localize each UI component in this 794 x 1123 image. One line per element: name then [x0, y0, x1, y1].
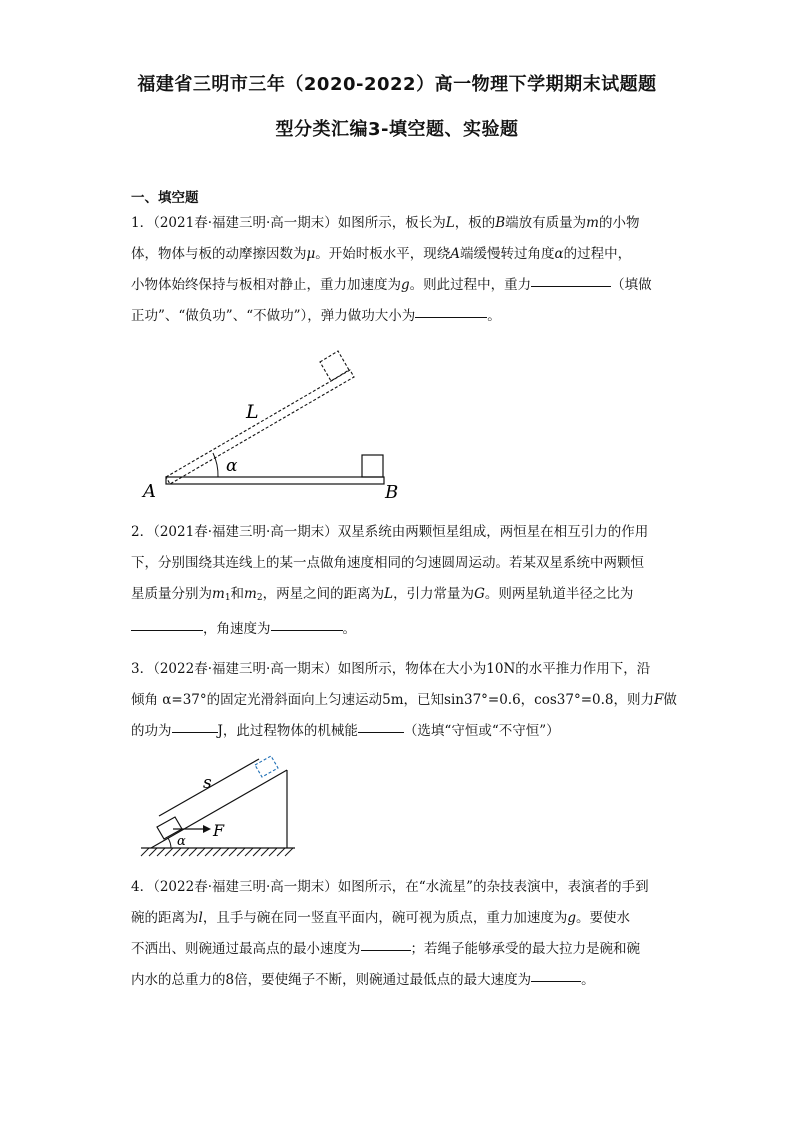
q1-var-g: g [401, 277, 410, 293]
answer-blank[interactable] [358, 731, 404, 733]
q4-var-l: l [198, 910, 203, 926]
q4-text: 内水的总重力的8倍，要使绳子不断，则碗通过最低点的最大速度为 [131, 972, 532, 988]
force-arrowhead [203, 825, 211, 833]
label-alpha: α [226, 456, 238, 476]
q1-text: 端缓慢转过角度 [460, 246, 555, 262]
q2-line1: 2．（2021春·福建三明·高一期末）双星系统由两颗恒星组成，两恒星在相互引力的作用 [131, 524, 649, 540]
label-alpha: α [177, 834, 186, 849]
q2-var-m1: m [212, 586, 225, 602]
q2-text: 。 [342, 621, 356, 637]
q2-var-G: G [474, 586, 485, 602]
label-A: A [143, 481, 156, 502]
q3-text: 的功为 [131, 723, 172, 739]
q4-text: ；若绳子能够承受的最大拉力是碗和碗 [410, 941, 640, 957]
label-L: L [246, 401, 259, 423]
q1-text: ，板的 [454, 215, 496, 231]
label-s: s [203, 773, 212, 793]
q3-line1: 3．（2022春·福建三明·高一期末）如图所示，物体在大小为10N的水平推力作用下，沿 [131, 661, 651, 677]
q2-line2: 下，分别围绕其连线上的某一点做角速度相同的匀速圆周运动。若某双星系统中两颗恒 [131, 555, 644, 571]
section-heading: 一、填空题 [131, 190, 199, 206]
q2-var-L: L [384, 586, 394, 602]
q1-var-A: A [450, 246, 461, 262]
q1-text: 的小物 [598, 215, 640, 231]
question-3 [131, 654, 677, 747]
q4-text: 碗的距离为 [131, 910, 199, 926]
answer-blank[interactable] [415, 316, 487, 318]
q1-text: 体，物体与板的动摩擦因数为 [131, 246, 307, 262]
q1-text: 小物体始终保持与板相对静止，重力加速度为 [131, 277, 401, 293]
q3-var-F: F [654, 692, 664, 708]
block-dashed [320, 351, 349, 381]
q4-text: 不洒出、则碗通过最高点的最小速度为 [131, 941, 361, 957]
q4-var-g: g [567, 910, 576, 926]
question-4 [131, 872, 666, 996]
q2-text: 和 [230, 586, 245, 602]
ground-hatch [141, 848, 293, 856]
answer-blank[interactable] [271, 629, 343, 631]
q1-text: 。开始时板水平，现绕 [315, 246, 451, 262]
q1-text: （填做 [611, 277, 652, 293]
answer-blank[interactable] [531, 285, 611, 287]
q1-var-alpha: α [554, 246, 564, 262]
q2-sub: 1 [224, 593, 231, 603]
answer-blank[interactable] [172, 731, 218, 733]
q1-text: 。则此过程中，重力 [409, 277, 532, 293]
q2-text: 。则两星轨道半径之比为 [484, 586, 634, 602]
q3-text: 倾角 α=37°的固定光滑斜面向上匀速运动5m，已知sin37°=0.6，cos37°=0.8，则力 [131, 692, 655, 708]
angle-arc [168, 838, 171, 848]
q2-text: 星质量分别为 [131, 586, 212, 602]
q3-text: （选填“守恒或“不守恒”） [403, 723, 560, 739]
answer-blank[interactable] [131, 629, 203, 631]
block-on-board [362, 455, 383, 477]
q3-text: 做 [663, 692, 677, 708]
q2-text: ，角速度为 [203, 621, 271, 637]
label-B: B [385, 482, 399, 503]
doc-title-line2: 型分类汇编3-填空题、实验题 [275, 119, 519, 140]
q3-text: J，此过程物体的机械能 [217, 723, 358, 739]
tilted-board-dashed [166, 370, 354, 484]
q2-text: ，两星之间的距离为 [262, 586, 385, 602]
q4-text: ，且手与碗在同一竖直平面内，碗可视为质点，重力加速度为 [202, 910, 568, 926]
label-F: F [213, 821, 225, 840]
answer-blank[interactable] [361, 949, 411, 951]
question-2 [131, 517, 666, 645]
q4-line1: 4．（2022春·福建三明·高一期末）如图所示，在“水流星”的杂技表演中，表演者的手到 [131, 879, 649, 895]
answer-blank[interactable] [531, 980, 581, 982]
q1-var-B: B [495, 215, 506, 231]
q1-text: 1．（2021春·福建三明·高一期末）如图所示，板长为 [131, 215, 446, 231]
q2-sub: 2 [256, 593, 263, 603]
doc-title-line1: 福建省三明市三年（2020-2022）高一物理下学期期末试题题 [137, 74, 657, 95]
figure-incline [135, 752, 305, 862]
question-1 [131, 208, 666, 332]
q1-var-L: L [445, 215, 455, 231]
q1-text: 正功”、“做负功”、“不做功”），弹力做功大小为 [131, 308, 416, 324]
q2-var-m2: m [244, 586, 257, 602]
q2-text: ，引力常量为 [393, 586, 475, 602]
q4-text: 。要使水 [575, 910, 630, 926]
figure-tilted-board [140, 345, 399, 505]
q1-var-m: m [586, 215, 599, 231]
angle-arc [213, 453, 218, 477]
q1-text: 端放有质量为 [505, 215, 587, 231]
q1-var-mu: μ [306, 246, 316, 262]
horizontal-board [166, 477, 384, 484]
q4-text: 。 [581, 972, 595, 988]
q1-text: 。 [487, 308, 501, 324]
q1-text: 的过程中， [563, 246, 632, 262]
